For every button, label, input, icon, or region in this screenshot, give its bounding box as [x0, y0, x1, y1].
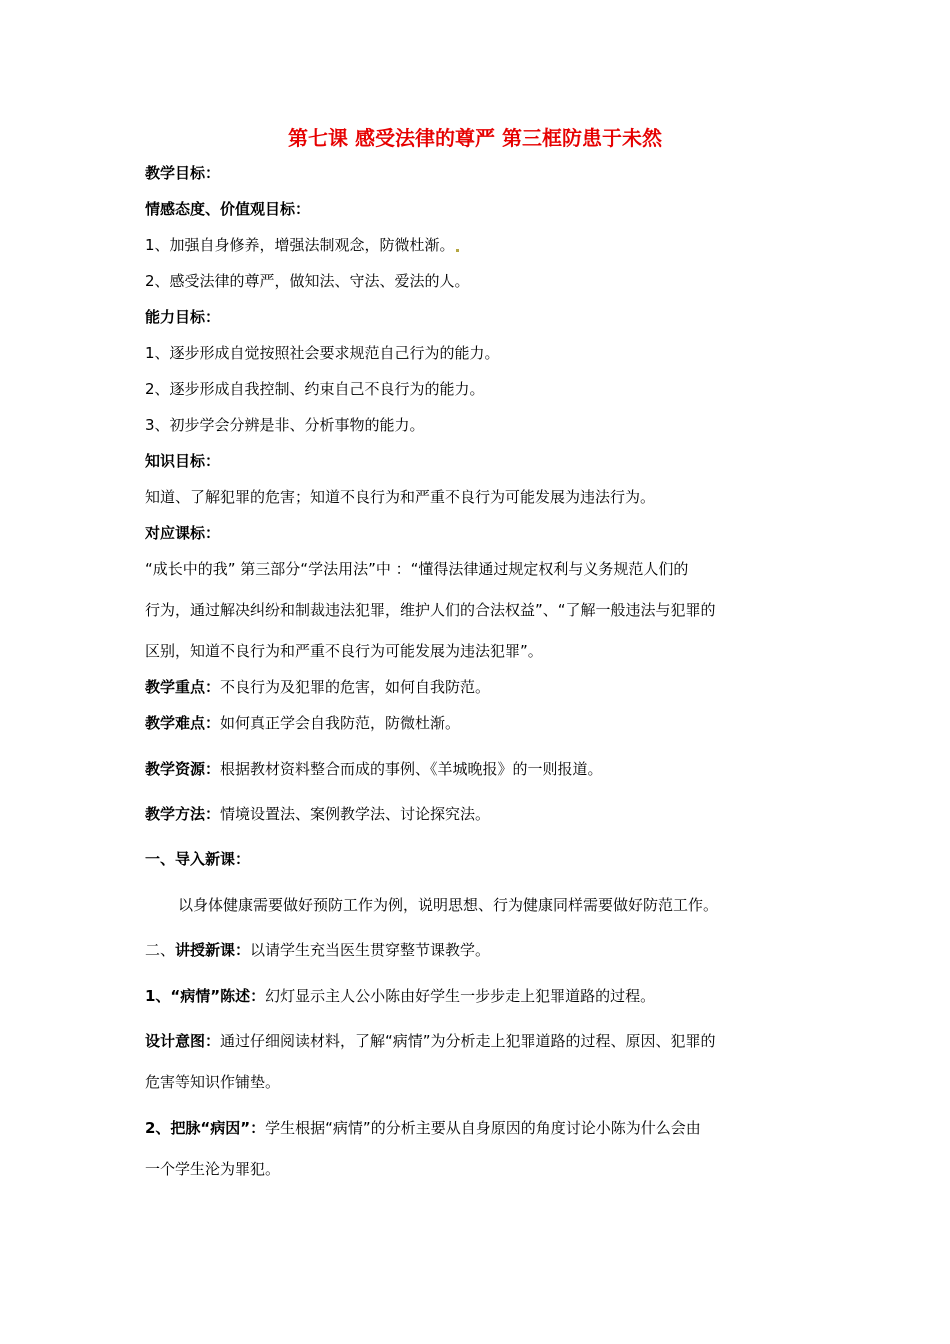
- new-lesson: [145, 940, 815, 960]
- ability-goal-3: 3、初步学会分辨是非、分析事物的能力。: [145, 416, 425, 434]
- ability-goals-heading: 能力目标：: [145, 308, 221, 326]
- emotion-goal-1: [145, 235, 815, 255]
- teaching-resources: [145, 759, 815, 779]
- intro-text: 以身体健康需要做好预防工作为例，说明思想、行为健康同样需要做好防范工作。: [178, 896, 719, 914]
- step-1: [145, 986, 815, 1006]
- step-1-text: 幻灯显示主人公小陈由好学生一步步走上犯罪道路的过程。: [265, 987, 656, 1005]
- new-lesson-text: 以请学生充当医生贯穿整节课教学。: [250, 941, 491, 959]
- key-point: [145, 677, 815, 697]
- step-2: [145, 1118, 815, 1138]
- page-title: 第七课 感受法律的尊严 第三框防患于未然: [288, 126, 662, 150]
- curriculum-standard-line-1: “成长中的我” 第三部分“学法用法”中 ：“懂得法律通过规定权利与义务规范人们的: [145, 560, 689, 578]
- design-intent-line-2: 危害等知识作铺垫。: [145, 1073, 281, 1091]
- emotion-goal-1-text: 1、加强自身修养，增强法制观念，防微杜渐。: [145, 236, 455, 254]
- key-point-text: 不良行为及犯罪的危害，如何自我防范。: [220, 678, 491, 696]
- curriculum-standard-heading: 对应课标：: [145, 524, 221, 542]
- knowledge-goals-heading: 知识目标：: [145, 452, 221, 470]
- design-intent-label: 设计意图：: [145, 1032, 221, 1050]
- emotion-goal-2: 2、感受法律的尊严，做知法、守法、爱法的人。: [145, 272, 470, 290]
- step-2-label: 2、把脉“病因”：: [145, 1119, 266, 1137]
- design-intent-text-1: 通过仔细阅读材料，了解“病情”为分析走上犯罪道路的过程、原因、犯罪的: [220, 1032, 716, 1050]
- curriculum-standard-line-2: 行为，通过解决纠纷和制裁违法犯罪，维护人们的合法权益”、“了解一般违法与犯罪的: [145, 601, 716, 619]
- teaching-methods: [145, 804, 815, 824]
- design-intent: [145, 1031, 815, 1051]
- knowledge-goal-text: 知道、了解犯罪的危害；知道不良行为和严重不良行为可能发展为违法行为。: [145, 488, 656, 506]
- difficulty-point-label: 教学难点：: [145, 714, 221, 732]
- step-2-line-2: 一个学生沦为罪犯。: [145, 1160, 281, 1178]
- teaching-resources-label: 教学资源：: [145, 760, 221, 778]
- teaching-methods-text: 情境设置法、案例教学法、讨论探究法。: [220, 805, 491, 823]
- difficulty-point-text: 如何真正学会自我防范，防微杜渐。: [220, 714, 461, 732]
- curriculum-standard-line-3: 区别，知道不良行为和严重不良行为可能发展为违法犯罪”。: [145, 642, 543, 660]
- step-2-text-1: 学生根据“病情”的分析主要从自身原因的角度讨论小陈为什么会由: [265, 1119, 701, 1137]
- new-lesson-label: 讲授新课：: [175, 941, 251, 959]
- ability-goal-2: 2、逐步形成自我控制、约束自己不良行为的能力。: [145, 380, 485, 398]
- teaching-goals-heading: 教学目标：: [145, 164, 221, 182]
- teaching-resources-text: 根据教材资料整合而成的事例、《羊城晚报》的一则报道。: [220, 760, 603, 778]
- difficulty-point: [145, 713, 815, 733]
- teaching-methods-label: 教学方法：: [145, 805, 221, 823]
- ability-goal-1: 1、逐步形成自觉按照社会要求规范自己行为的能力。: [145, 344, 500, 362]
- new-lesson-prefix: 二、: [145, 941, 176, 959]
- emotion-goals-heading: 情感态度、价值观目标：: [145, 200, 311, 218]
- marker-dot: [456, 249, 459, 252]
- step-1-label: 1、“病情”陈述：: [145, 987, 266, 1005]
- intro-heading: 一、导入新课：: [145, 850, 251, 868]
- key-point-label: 教学重点：: [145, 678, 221, 696]
